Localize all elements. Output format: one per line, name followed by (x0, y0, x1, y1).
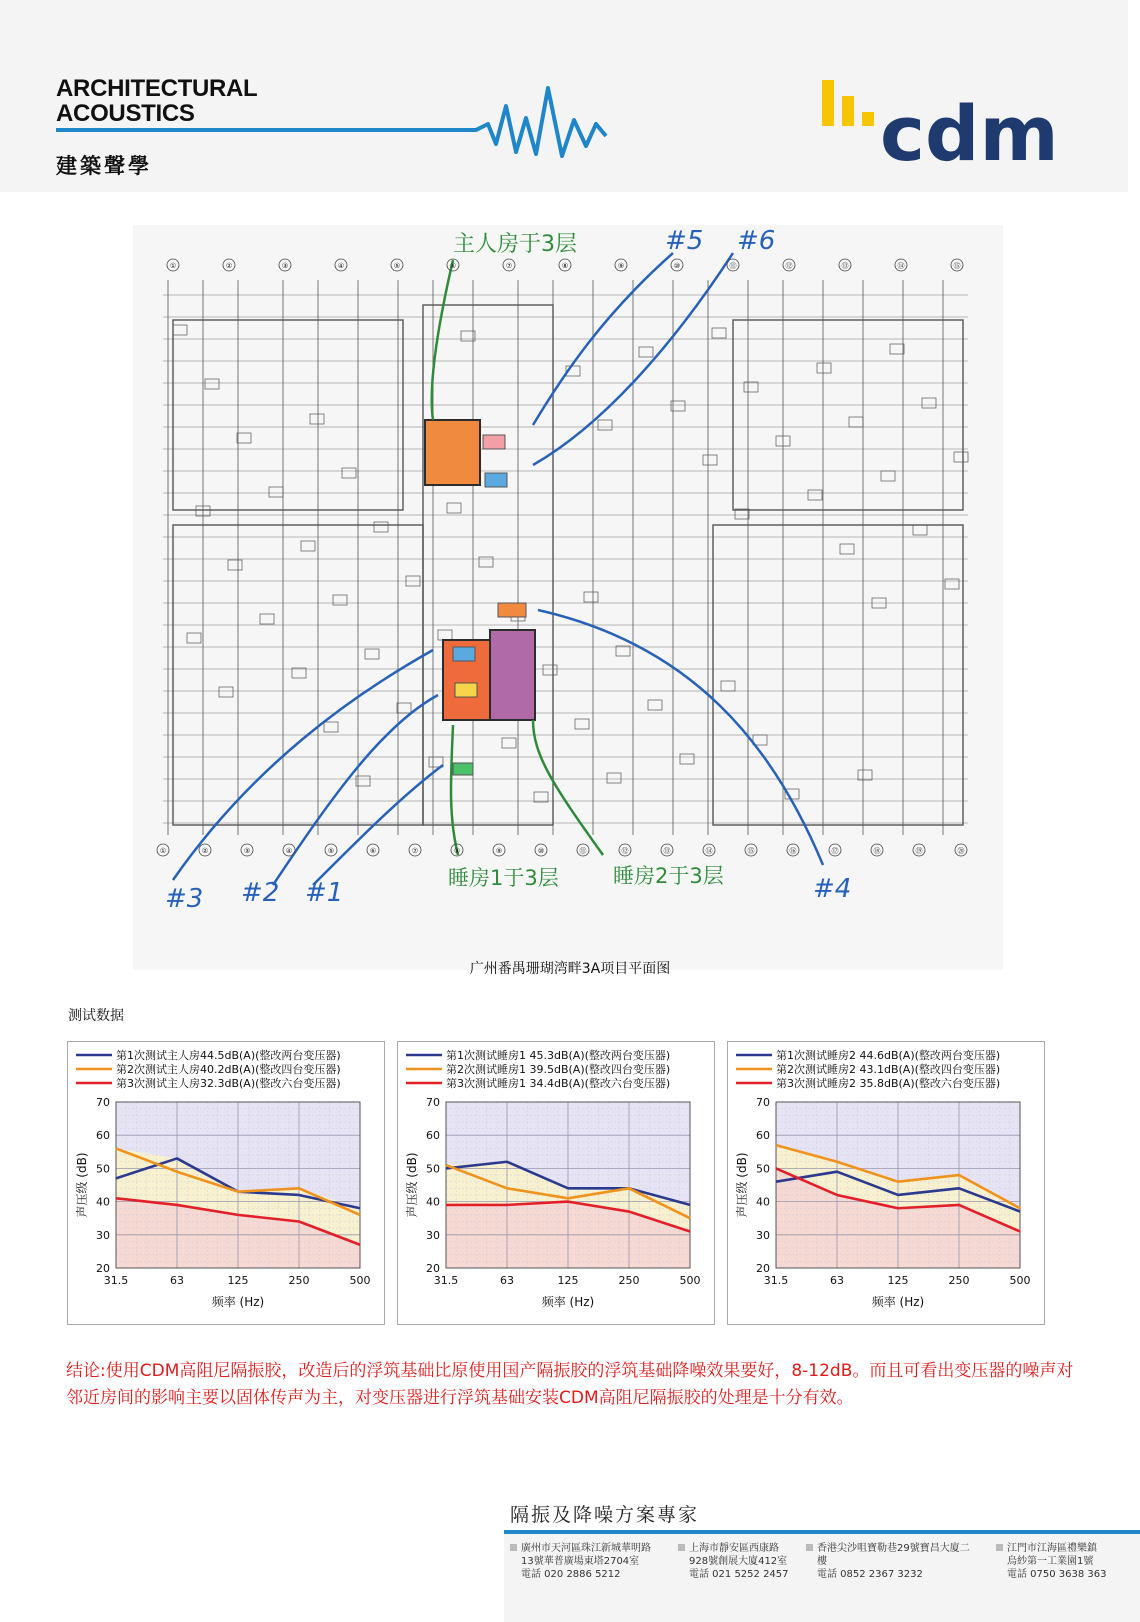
address-jiangmen (996, 1542, 1107, 1581)
grid-label-bottom: ⑲ (915, 847, 923, 855)
grid-label-bottom: ⑫ (621, 847, 629, 855)
address-hongkong (806, 1542, 970, 1581)
grid-label-top: ⑭ (897, 262, 905, 270)
x-axis-label: 频率 (Hz) (871, 1295, 925, 1309)
x-tick-label: 31.5 (103, 1274, 129, 1287)
grid-label-bottom: ⑯ (789, 847, 797, 855)
grid-label-top: ⑪ (729, 262, 737, 270)
legend-label: 第3次测试睡房1 34.4dB(A)(整改六台变压器) (446, 1077, 671, 1090)
x-tick-label: 31.5 (763, 1274, 789, 1287)
x-axis-label: 频率 (Hz) (211, 1295, 265, 1309)
y-tick-label: 40 (426, 1195, 440, 1209)
legend-label: 第3次测试主人房32.3dB(A)(整改六台变压器) (116, 1077, 341, 1090)
annotation-p2: #2 (241, 878, 280, 908)
y-axis-label: 声压级 (dB) (75, 1152, 89, 1218)
grid-label-bottom: ⑱ (873, 847, 881, 855)
x-tick-label: 250 (618, 1274, 640, 1287)
legend-label: 第1次测试主人房44.5dB(A)(整改两台变压器) (116, 1049, 341, 1062)
grid-label-bottom: ⑥ (369, 847, 377, 855)
footer-title: 隔振及降噪方案專家 (510, 1504, 700, 1526)
grid-label-bottom: ⑳ (957, 847, 965, 855)
address-line: 香港尖沙咀寶勒巷29號寶昌大廈二 (817, 1543, 970, 1554)
brand-title-line1: ARCHITECTURAL (56, 75, 258, 102)
grid-label-top: ⑩ (673, 262, 681, 270)
address-phone: 電話 0852 2367 3232 (817, 1569, 923, 1580)
legend-label: 第2次测试主人房40.2dB(A)(整改四台变压器) (116, 1063, 341, 1076)
x-tick-label: 125 (227, 1274, 249, 1287)
grid-label-bottom: ⑩ (537, 847, 545, 855)
address-phone: 電話 0750 3638 363 (1007, 1569, 1107, 1580)
grid-label-top: ⑫ (785, 262, 793, 270)
legend-label: 第2次测试睡房1 39.5dB(A)(整改四台变压器) (446, 1063, 671, 1076)
x-tick-label: 63 (830, 1274, 844, 1287)
grid-label-bottom: ⑭ (705, 847, 713, 855)
annotation-p5: #5 (665, 226, 704, 256)
legend-label: 第1次测试睡房2 44.6dB(A)(整改两台变压器) (776, 1049, 1001, 1062)
grid-label-bottom: ⑤ (327, 847, 335, 855)
grid-label-bottom: ⑬ (663, 847, 671, 855)
x-axis-label: 频率 (Hz) (541, 1295, 595, 1309)
address-line: 烏紗第一工業園1號 (1007, 1556, 1094, 1567)
grid-label-top: ⑬ (841, 262, 849, 270)
x-tick-label: 63 (500, 1274, 514, 1287)
address-shanghai (678, 1542, 789, 1581)
grid-label-top: ⑨ (617, 262, 625, 270)
legend-label: 第2次测试睡房2 43.1dB(A)(整改四台变压器) (776, 1063, 1001, 1076)
x-tick-label: 250 (288, 1274, 310, 1287)
grid-label-bottom: ⑦ (411, 847, 419, 855)
grid-label-bottom: ① (159, 847, 167, 855)
logo-text: cdm (880, 89, 1059, 168)
chart-svg-1 (68, 1042, 384, 1324)
y-tick-label: 40 (96, 1195, 110, 1209)
x-tick-label: 63 (170, 1274, 184, 1287)
grid-label-bottom: ⑧ (453, 847, 461, 855)
chart-bedroom-1 (397, 1041, 715, 1325)
chart-svg-2 (398, 1042, 714, 1324)
x-tick-label: 125 (557, 1274, 579, 1287)
grid-label-top: ⑧ (561, 262, 569, 270)
address-line: 廣州市天河區珠江新城華明路 (521, 1543, 651, 1554)
annotation-master: 主人房于3层 (453, 232, 577, 257)
y-tick-label: 70 (756, 1096, 770, 1109)
y-tick-label: 30 (756, 1228, 770, 1242)
grid-label-bottom: ② (201, 847, 209, 855)
brand-title-cn: 建築聲學 (56, 154, 152, 178)
y-tick-label: 40 (756, 1195, 770, 1209)
grid-label-top: ⑮ (953, 262, 961, 270)
grid-label-bottom: ⑰ (831, 847, 839, 855)
floor-plan-drawing (133, 225, 1003, 970)
brand-title-line2: ACOUSTICS (56, 100, 195, 127)
y-tick-label: 30 (426, 1228, 440, 1242)
grid-label-top: ④ (337, 262, 345, 270)
x-tick-label: 31.5 (433, 1274, 459, 1287)
y-tick-label: 70 (426, 1096, 440, 1109)
address-line: 928號創展大廈412室 (689, 1556, 788, 1567)
address-phone: 電話 021 5252 2457 (689, 1569, 789, 1580)
y-axis-label: 声压级 (dB) (735, 1152, 749, 1218)
y-tick-label: 30 (96, 1228, 110, 1242)
grid-label-bottom: ⑮ (747, 847, 755, 855)
y-tick-label: 60 (96, 1129, 110, 1143)
y-tick-label: 20 (756, 1262, 770, 1275)
address-line: 13號華普廣場東塔2704室 (521, 1556, 640, 1567)
grid-label-top: ⑥ (449, 262, 457, 270)
annotation-p6: #6 (737, 226, 776, 256)
address-line: 樓 (817, 1556, 827, 1567)
plan-caption: 广州番禺珊瑚湾畔3A项目平面图 (469, 961, 671, 977)
legend-label: 第3次测试睡房2 35.8dB(A)(整改六台变压器) (776, 1077, 1001, 1090)
x-tick-label: 125 (887, 1274, 909, 1287)
x-tick-label: 250 (948, 1274, 970, 1287)
section-label: 测试数据 (68, 1008, 124, 1024)
address-phone: 電話 020 2886 5212 (521, 1569, 621, 1580)
floor-plan-image (133, 225, 1003, 970)
grid-label-bottom: ⑨ (495, 847, 503, 855)
y-tick-label: 20 (96, 1262, 110, 1275)
address-line: 上海市靜安區西康路 (689, 1543, 779, 1554)
chart-bedroom-2 (727, 1041, 1045, 1325)
y-tick-label: 50 (756, 1162, 770, 1176)
cdm-logo (820, 78, 1060, 168)
address-guangzhou (510, 1542, 651, 1581)
legend-label: 第1次测试睡房1 45.3dB(A)(整改两台变压器) (446, 1049, 671, 1062)
x-tick-label: 500 (679, 1274, 701, 1287)
page-header (0, 0, 1128, 192)
grid-label-top: ② (225, 262, 233, 270)
y-tick-label: 60 (756, 1129, 770, 1143)
annotation-p1: #1 (305, 878, 344, 908)
conclusion-text: 结论:使用CDM高阻尼隔振胶，改造后的浮筑基础比原使用国产隔振胶的浮筑基础降噪效果要好，8-12dB。而且可看出变压器的噪声对邻近房间的影响主要以固体传声为主，对变压器进行浮筑基础安装CDM高阻尼隔振胶的处理是十分有效。 (66, 1361, 1074, 1408)
chart-master-bedroom (67, 1041, 385, 1325)
grid-label-bottom: ⑪ (579, 847, 587, 855)
grid-label-bottom: ④ (285, 847, 293, 855)
grid-label-bottom: ③ (243, 847, 251, 855)
chart-svg-3 (728, 1042, 1044, 1324)
address-line: 江門市江海區禮樂鎮 (1007, 1543, 1097, 1554)
x-tick-label: 500 (349, 1274, 371, 1287)
annotation-bed2: 睡房2于3层 (613, 864, 724, 888)
x-tick-label: 500 (1009, 1274, 1031, 1287)
y-axis-label: 声压级 (dB) (405, 1152, 419, 1218)
y-tick-label: 20 (426, 1262, 440, 1275)
grid-label-top: ① (169, 262, 177, 270)
footer-divider (504, 1530, 1140, 1534)
y-tick-label: 50 (426, 1162, 440, 1176)
grid-label-top: ⑦ (505, 262, 513, 270)
annotation-bed1: 睡房1于3层 (448, 866, 559, 890)
annotation-p3: #3 (165, 884, 204, 914)
grid-label-top: ③ (281, 262, 289, 270)
grid-label-top: ⑤ (393, 262, 401, 270)
annotation-p4: #4 (813, 874, 852, 904)
y-tick-label: 50 (96, 1162, 110, 1176)
y-tick-label: 60 (426, 1129, 440, 1143)
y-tick-label: 70 (96, 1096, 110, 1109)
